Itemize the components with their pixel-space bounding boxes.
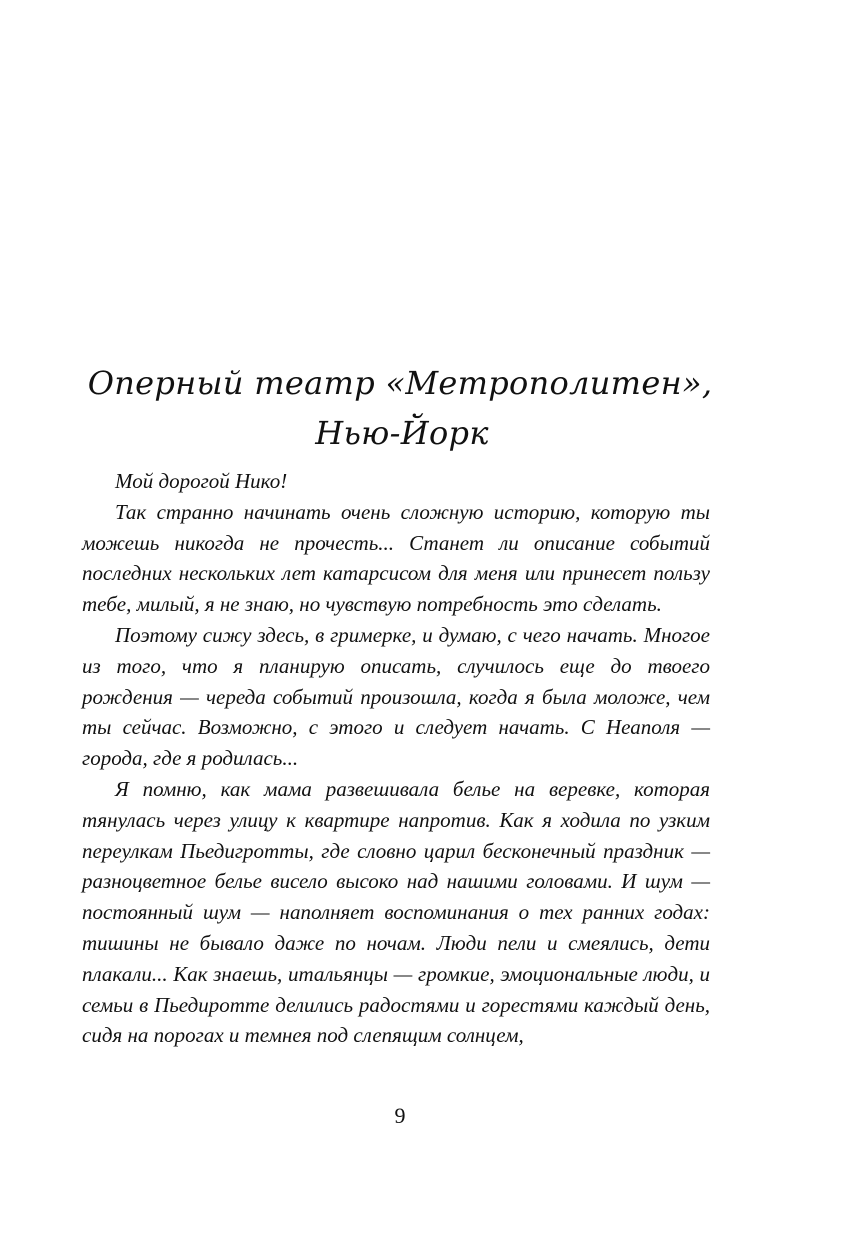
paragraph: Так странно начинать очень сложную историю, которую ты можешь никогда не прочесть... Станет ли описание событий последних нескольких лет катарсисом для меня или принесет пользу тебе, милый, я не знаю, но чувствую потребность это сделать. (82, 499, 710, 617)
heading-line-2: Нью-Йорк (315, 414, 489, 452)
heading-line-1: Оперный театр «Метрополитен», (87, 364, 713, 402)
body-text (82, 466, 710, 1051)
paragraph: Я помню, как мама развешивала белье на веревке, которая тянулась через улицу к квартире напротив. Как я ходила по узким переулкам Пьедигротты, где словно царил бесконечный праздник — разноцветное белье висело высоко над нашими головами. И шум — постоянный шум — наполняет воспоминания о тех ранних годах: тишины не бывало даже по ночам. Люди пели и смеялись, дети плакали... Как знаешь, итальянцы — громкие, эмоциональные люди, и семьи в Пьедиротте делились радостями и горестями каждый день, сидя на порогах и темнея под слепящим солнцем, (82, 776, 710, 1048)
page-number: 9 (394, 1103, 406, 1128)
paragraph: Поэтому сижу здесь, в гримерке, и думаю, с чего начать. Многое из того, что я планирую описать, случилось еще до твоего рождения — череда событий произошла, когда я была моложе, чем ты сейчас. Возможно, с этого и следует начать. С Неаполя — города, где я родилась... (82, 622, 710, 771)
chapter-heading (80, 358, 720, 458)
paragraph-greeting: Мой дорогой Нико! (115, 469, 288, 493)
